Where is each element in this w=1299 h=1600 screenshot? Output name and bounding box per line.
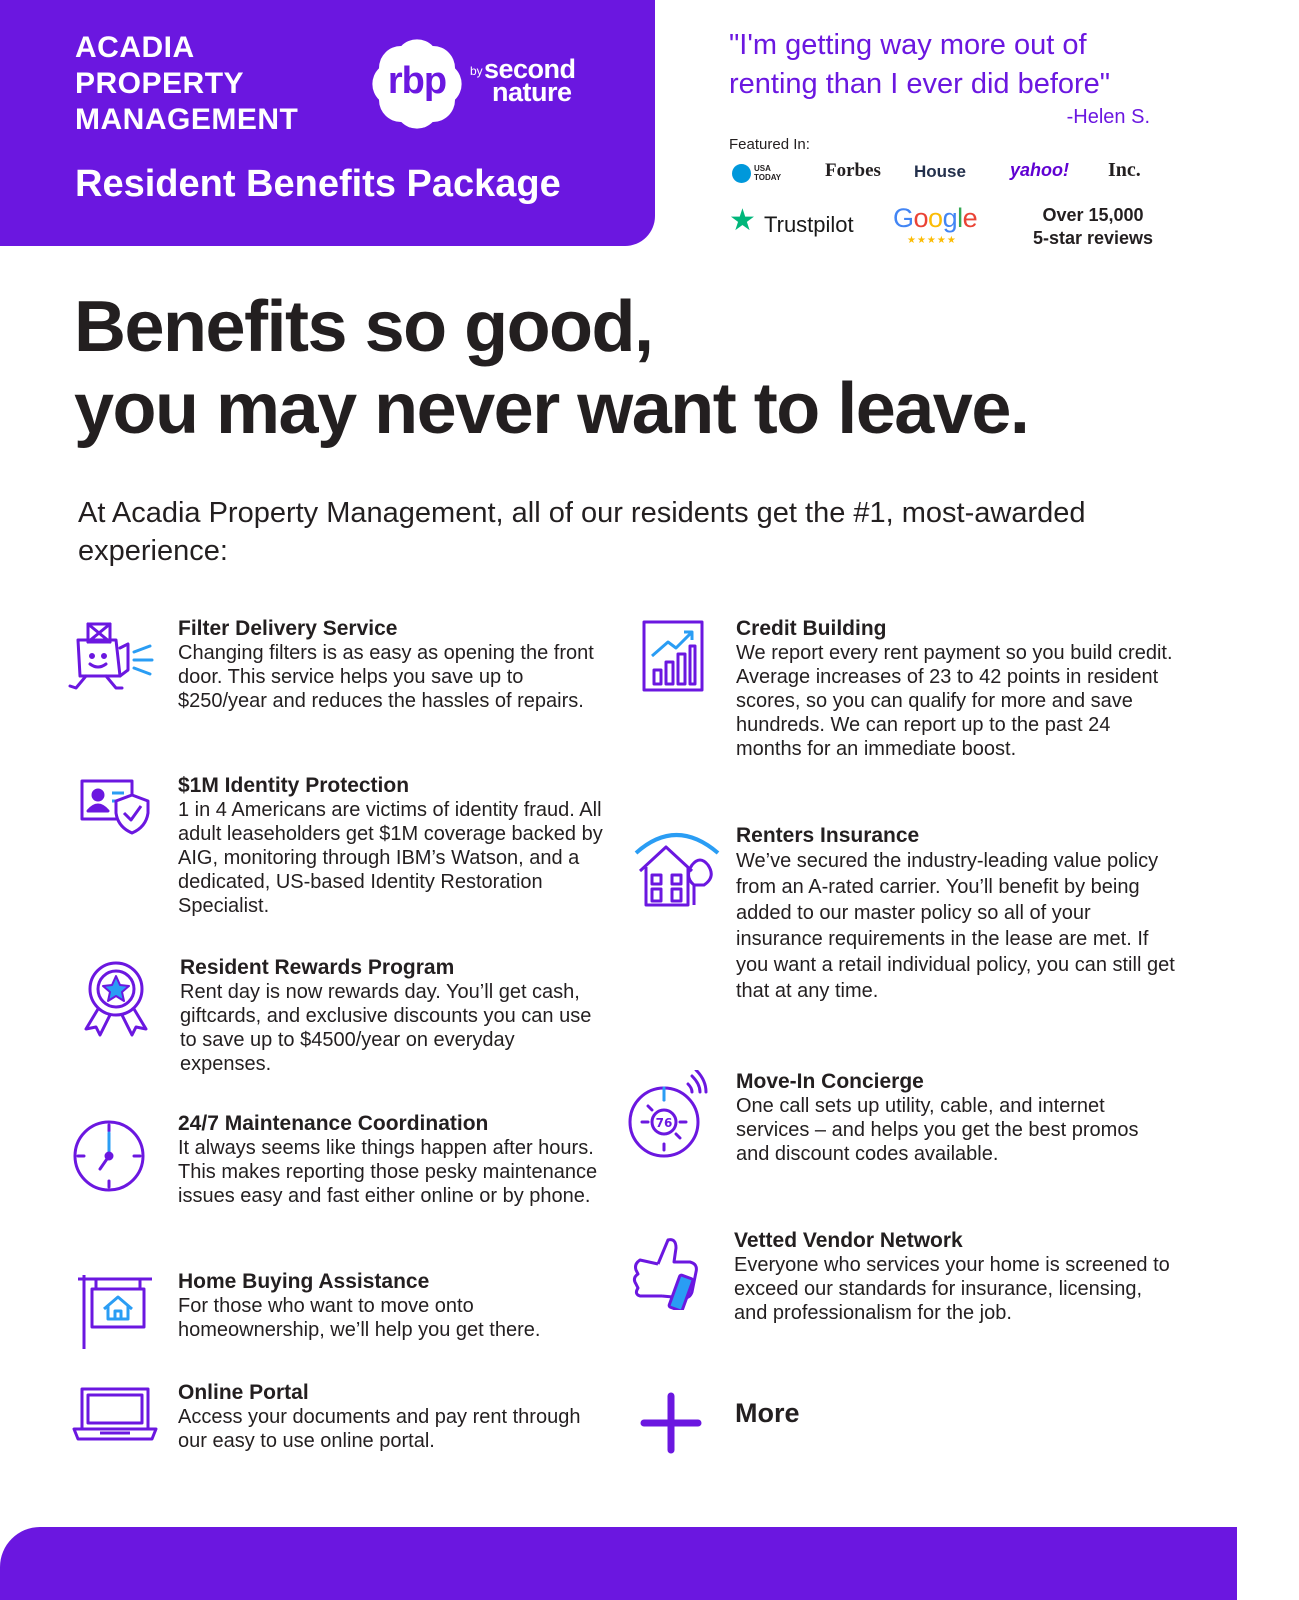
thumbs-up-icon	[628, 1230, 708, 1310]
more-label: More	[735, 1398, 800, 1428]
benefit-filter-delivery: Filter Delivery Service Changing filters is as easy as opening the front door. This service helps you save up to $250/year and reduces the hassles of repairs.	[178, 617, 594, 712]
benefit-identity-protection: $1M Identity Protection 1 in 4 Americans are victims of identity fraud. All adult leaseholders get $1M coverage backed by AIG, monitoring through IBM’s Watson, and a dedicated, US-based Identity Restoration Specialist.	[178, 774, 603, 917]
clock-icon	[70, 1117, 148, 1195]
usa-today-dot-icon	[732, 164, 751, 183]
award-ribbon-icon	[80, 957, 152, 1037]
main-headline: Benefits so good, you may never want to leave.	[74, 287, 1029, 449]
id-shield-icon	[80, 775, 155, 835]
featured-label: Featured In:	[729, 136, 810, 153]
house-logo: House	[914, 162, 966, 181]
footer-band	[0, 1527, 1237, 1600]
plus-icon	[640, 1392, 702, 1454]
benefit-renters-insurance: Renters Insurance We’ve secured the industry-leading value policy from an A-rated carrier. You’ll benefit by being added to our master policy so all of your insurance requirements in the lease are met. If you want a retail individual policy, you can still get that at any time.	[736, 824, 1175, 1002]
laptop-icon	[72, 1385, 158, 1445]
benefit-move-in-concierge: Move-In Concierge One call sets up utility, cable, and internet services – and helps you get the best promos and discount codes available.	[736, 1070, 1139, 1165]
intro-text: At Acadia Property Management, all of our residents get the #1, most-awarded experience:	[78, 497, 1086, 567]
reviews-count: Over 15,000 5-star reviews	[1032, 205, 1154, 248]
trustpilot-logo: Trustpilot	[764, 212, 854, 237]
trustpilot-star-icon: ★	[729, 204, 756, 237]
svg-text:76: 76	[655, 1116, 673, 1130]
benefit-maintenance: 24/7 Maintenance Coordination It always seems like things happen after hours. This makes reporting those pesky maintenance issues easy and fast either online or by phone.	[178, 1112, 598, 1207]
growth-chart-icon	[642, 620, 704, 692]
testimonial-quote: "I'm getting way more out of renting than I ever did before"	[729, 29, 1111, 100]
benefit-vetted-vendors: Vetted Vendor Network Everyone who services your home is screened to exceed our standards for insurance, licensing, and professionalism for the job.	[734, 1229, 1170, 1324]
thermostat-icon	[626, 1070, 708, 1158]
google-logo: Google	[893, 203, 978, 233]
filter-box-icon	[66, 618, 166, 698]
benefit-resident-rewards: Resident Rewards Program Rent day is now rewards day. You’ll get cash, giftcards, and exclusive discounts you can use to save up to $4500/year on everyday expenses.	[180, 956, 592, 1075]
usa-today-logo: USA TODAY	[754, 164, 782, 182]
inc-logo: Inc.	[1108, 159, 1141, 181]
rbp-logo: rbp	[365, 32, 469, 136]
benefit-online-portal: Online Portal Access your documents and pay rent through our easy to use online portal.	[178, 1381, 581, 1452]
forbes-logo: Forbes	[825, 160, 881, 181]
insured-house-icon	[632, 825, 722, 911]
company-name: ACADIA PROPERTY MANAGEMENT	[75, 31, 299, 136]
benefit-credit-building: Credit Building We report every rent payment so you build credit. Average increases of 23 to 42 points in resident scores, so you can qualify for more and save hundreds. We can report up to the past 24 months for an immediate boost.	[736, 617, 1173, 760]
header-banner	[0, 0, 655, 246]
testimonial-author: -Helen S.	[1066, 106, 1150, 128]
benefit-home-buying: Home Buying Assistance For those who want to move onto homeownership, we’ll help you get there.	[178, 1270, 541, 1341]
google-stars: ★★★★★	[907, 235, 957, 246]
yahoo-logo: yahoo!	[1010, 160, 1070, 180]
package-title: Resident Benefits Package	[75, 163, 561, 205]
by-label: by	[470, 64, 483, 78]
second-nature-logo: second nature	[484, 54, 576, 107]
house-sign-icon	[76, 1273, 156, 1351]
